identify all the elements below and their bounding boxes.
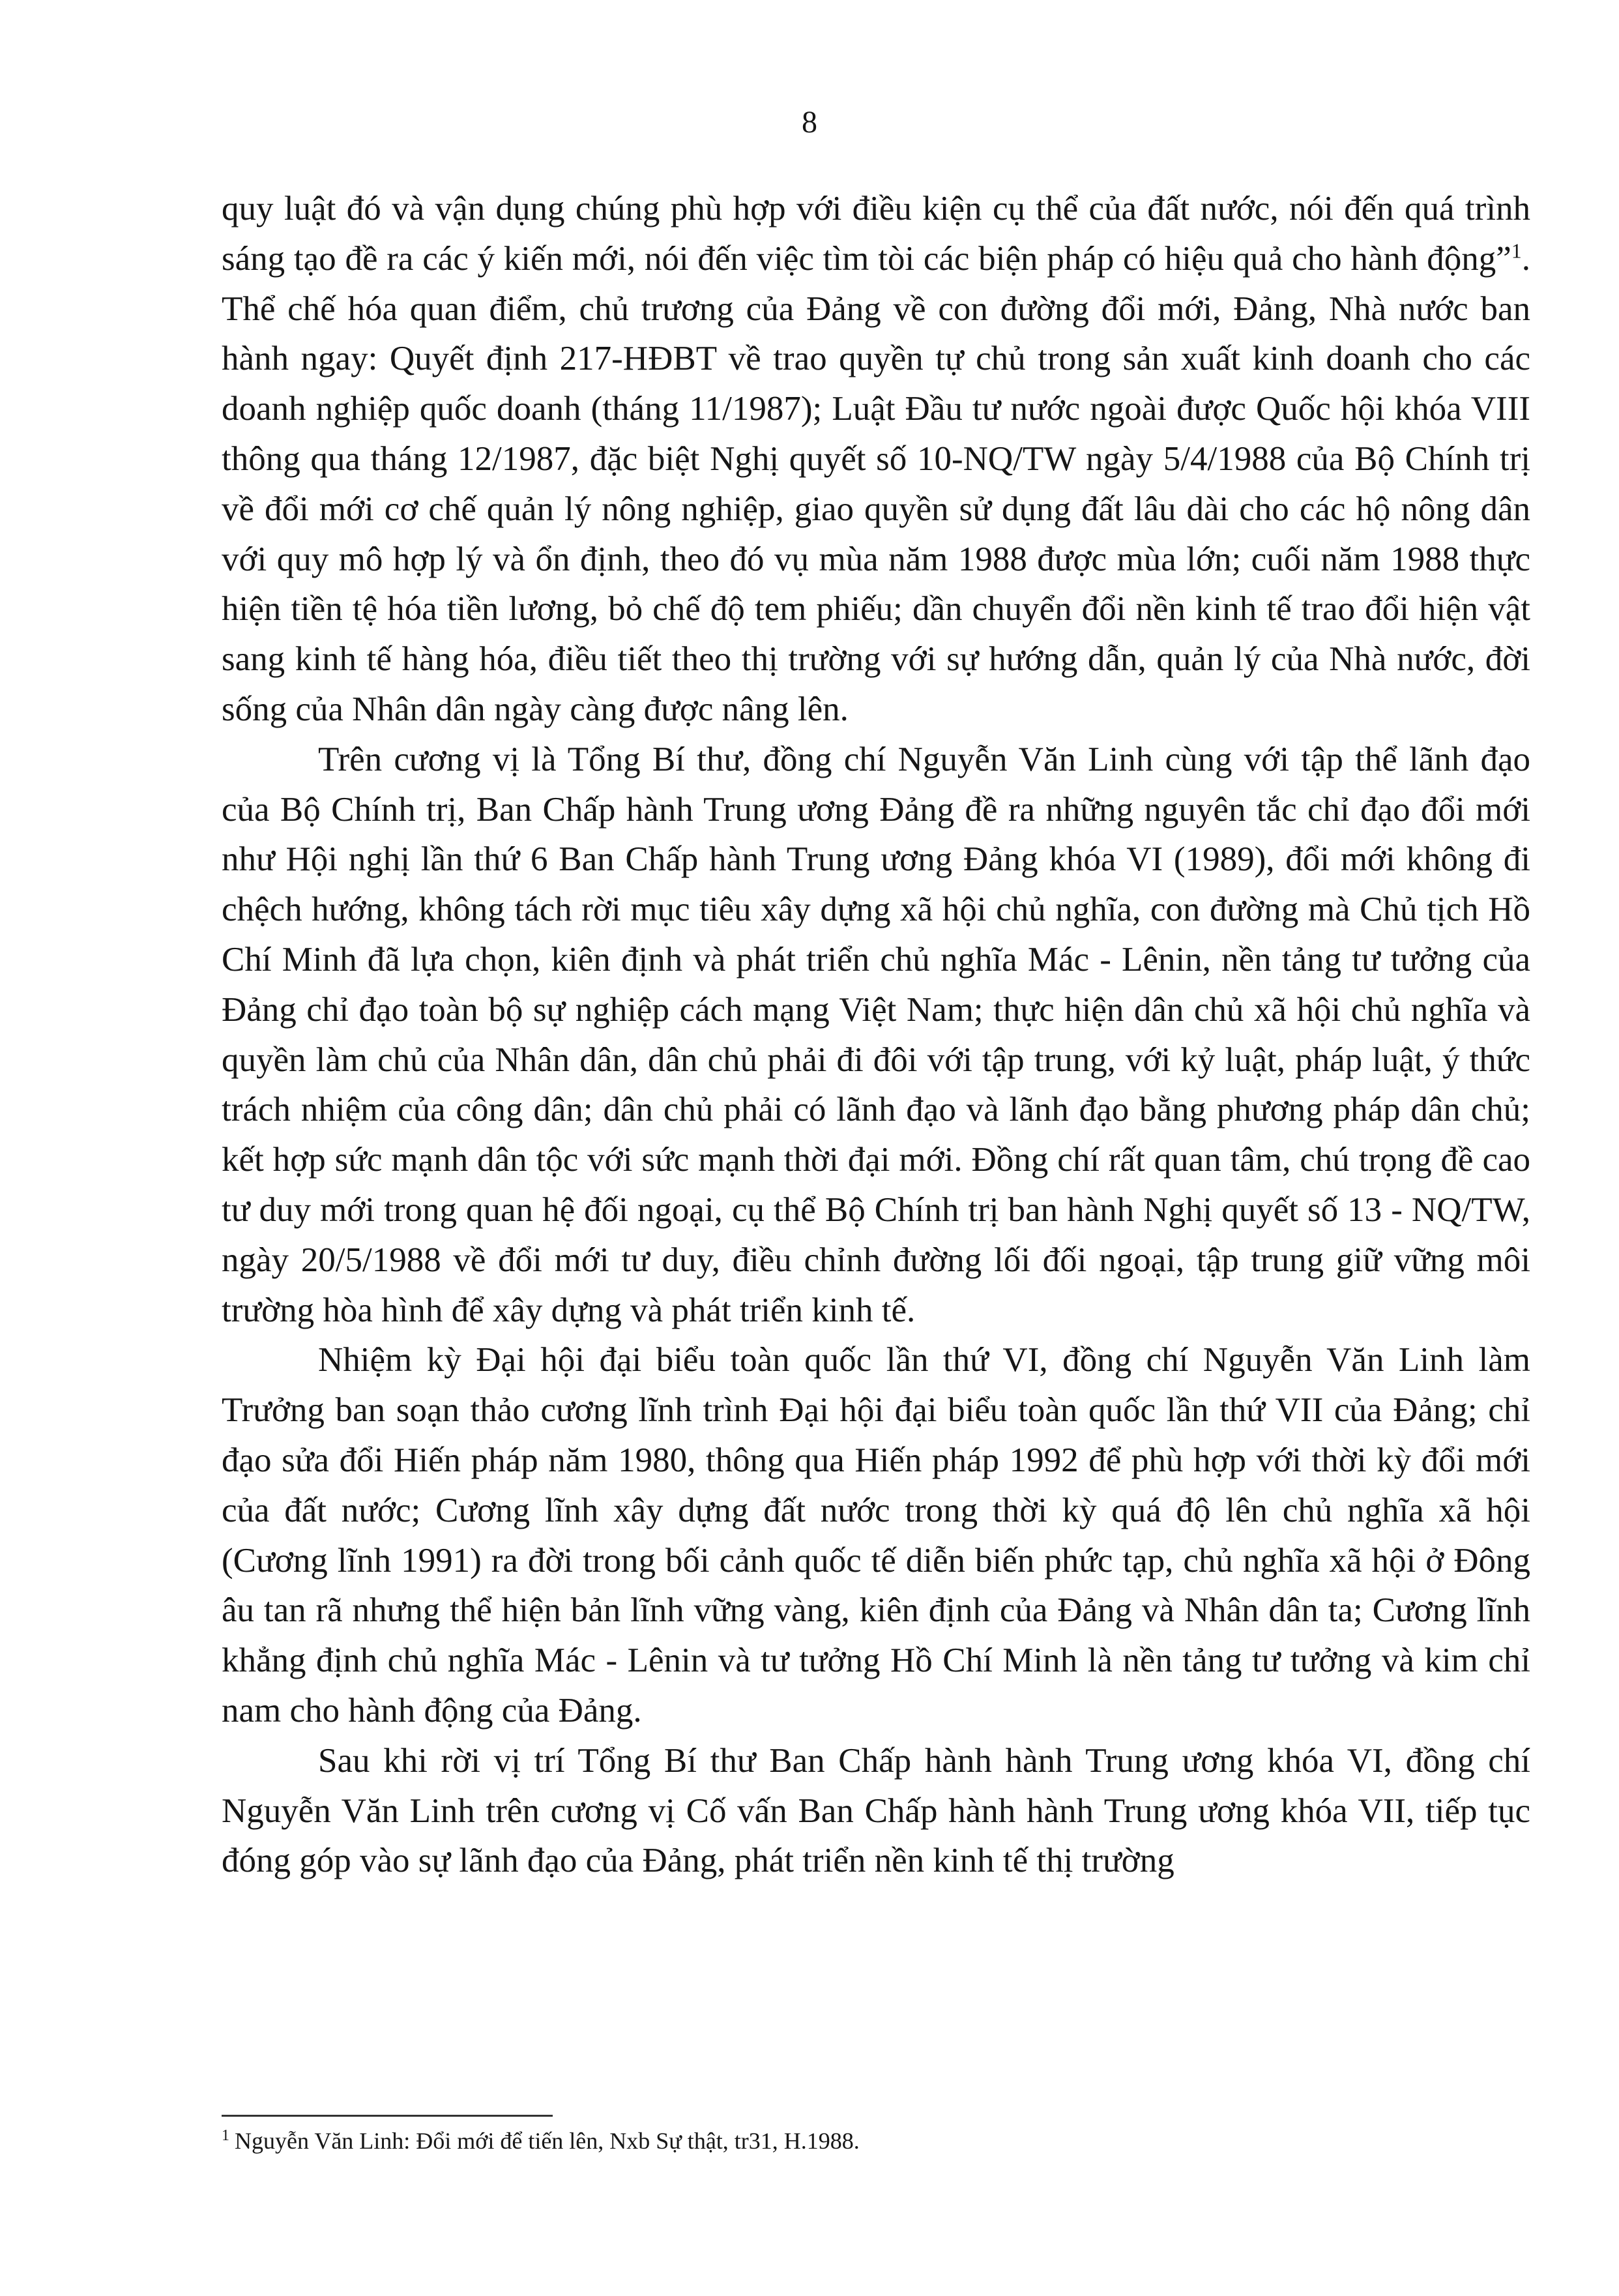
paragraph-1-text-start: quy luật đó và vận dụng chúng phù hợp với điều kiện cụ thể của đất nước, nói đến quá trình sáng tạo đề ra các ý kiến mới, nói đến việc tìm tòi các biện pháp có hiệu quả cho hành động” bbox=[222, 190, 1530, 278]
body-text bbox=[222, 184, 1530, 1886]
page-number: 8 bbox=[802, 105, 817, 140]
paragraph-2: Trên cương vị là Tổng Bí thư, đồng chí Nguyễn Văn Linh cùng với tập thể lãnh đạo của Bộ Chính trị, Ban Chấp hành Trung ương Đảng đề ra những nguyên tắc chỉ đạo đổi mới như Hội nghị lần thứ 6 Ban Chấp hành Trung ương Đảng khóa VI (1989), đổi mới không đi chệch hướng, không tách rời mục tiêu xây dựng xã hội chủ nghĩa, con đường mà Chủ tịch Hồ Chí Minh đã lựa chọn, kiên định và phát triển chủ nghĩa Mác - Lênin, nền tảng tư tưởng của Đảng chỉ đạo toàn bộ sự nghiệp cách mạng Việt Nam; thực hiện dân chủ xã hội chủ nghĩa và quyền làm chủ của Nhân dân, dân chủ phải đi đôi với tập trung, với kỷ luật, pháp luật, ý thức trách nhiệm của công dân; dân chủ phải có lãnh đạo và lãnh đạo bằng phương pháp dân chủ; kết hợp sức mạnh dân tộc với sức mạnh thời đại mới. Đồng chí rất quan tâm, chú trọng đề cao tư duy mới trong quan hệ đối ngoại, cụ thể Bộ Chính trị ban hành Nghị quyết số 13 - NQ/TW, ngày 20/5/1988 về đổi mới tư duy, điều chỉnh đường lối đối ngoại, tập trung giữ vững môi trường hòa hình để xây dựng và phát triển kinh tế. bbox=[222, 740, 1530, 1329]
paragraph-3: Nhiệm kỳ Đại hội đại biểu toàn quốc lần thứ VI, đồng chí Nguyễn Văn Linh làm Trưởng ban soạn thảo cương lĩnh trình Đại hội đại biểu toàn quốc lần thứ VII của Đảng; chỉ đạo sửa đổi Hiến pháp năm 1980, thông qua Hiến pháp 1992 để phù hợp với thời kỳ đổi mới của đất nước; Cương lĩnh xây dựng đất nước trong thời kỳ quá độ lên chủ nghĩa xã hội (Cương lĩnh 1991) ra đời trong bối cảnh quốc tế diễn biến phức tạp, chủ nghĩa xã hội ở Đông âu tan rã nhưng thể hiện bản lĩnh vững vàng, kiên định của Đảng và Nhân dân ta; Cương lĩnh khẳng định chủ nghĩa Mác - Lênin và tư tưởng Hồ Chí Minh là nền tảng tư tưởng và kim chỉ nam cho hành động của Đảng. bbox=[222, 1341, 1530, 1729]
footnote-divider bbox=[222, 2115, 553, 2117]
footnote bbox=[222, 2127, 1460, 2155]
footnote-reference: 1 bbox=[1511, 239, 1522, 263]
paragraph-1-text-end: . Thể chế hóa quan điểm, chủ trương của Đảng về con đường đổi mới, Đảng, Nhà nước ban hành ngay: Quyết định 217-HĐBT về trao quyền tự chủ trong sản xuất kinh doanh cho các doanh nghiệp quốc doanh (tháng 11/1987); Luật Đầu tư nước ngoài được Quốc hội khóa VIII thông qua tháng 12/1987, đặc biệt Nghị quyết số 10-NQ/TW ngày 5/4/1988 của Bộ Chính trị về đổi mới cơ chế quản lý nông nghiệp, giao quyền sử dụng đất lâu dài cho các hộ nông dân với quy mô hợp lý và ổn định, theo đó vụ mùa năm 1988 được mùa lớn; cuối năm 1988 thực hiện tiền tệ hóa tiền lương, bỏ chế độ tem phiếu; dần chuyển đổi nền kinh tế trao đổi hiện vật sang kinh tế hàng hóa, điều tiết theo thị trường với sự hướng dẫn, quản lý của Nhà nước, đời sống của Nhân dân ngày càng được nâng lên. bbox=[222, 239, 1530, 728]
paragraph-1 bbox=[222, 184, 1530, 735]
footnote-text: Nguyễn Văn Linh: Đổi mới để tiến lên, Nxb Sự thật, tr31, H.1988. bbox=[235, 2128, 860, 2154]
paragraph-4: Sau khi rời vị trí Tổng Bí thư Ban Chấp hành hành Trung ương khóa VI, đồng chí Nguyễn Văn Linh trên cương vị Cố vấn Ban Chấp hành hành Trung ương khóa VII, tiếp tục đóng góp vào sự lãnh đạo của Đảng, phát triển nền kinh tế thị trường bbox=[222, 1741, 1530, 1880]
footnote-mark: 1 bbox=[222, 2127, 229, 2144]
